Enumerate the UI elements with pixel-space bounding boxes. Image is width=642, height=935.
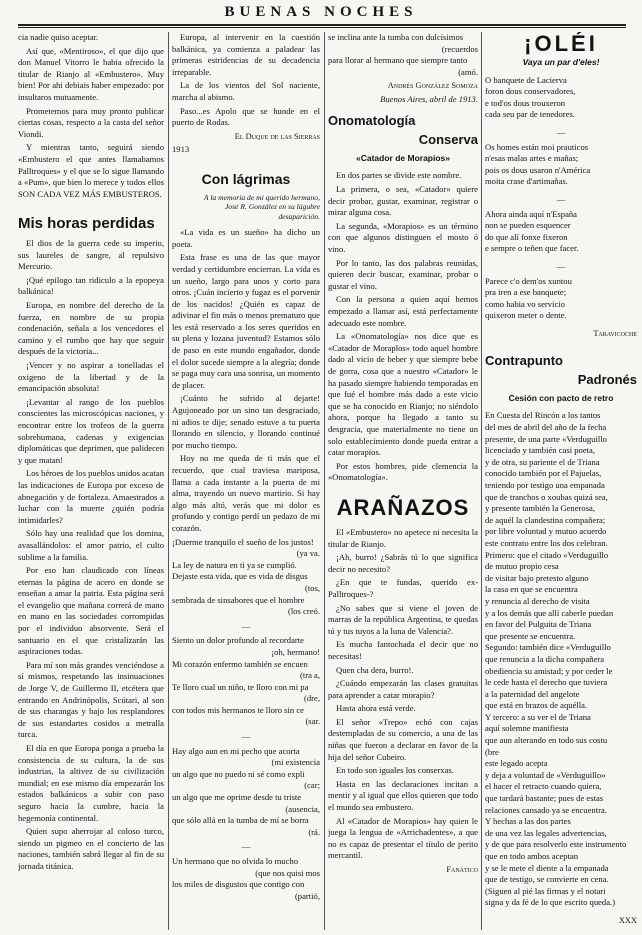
verse-line: Y tercero: a su ver el de Triana xyxy=(485,711,591,722)
verse-line: Ahora ainda aquí n'España xyxy=(485,208,577,219)
verse-line: este contrato entre los dos celebran. xyxy=(485,537,608,548)
article-title-mis-horas: Mis horas perdidas xyxy=(18,215,155,233)
year: 1913 xyxy=(172,144,190,155)
verse-line: obediencia su amistad; y por ceder le xyxy=(485,665,613,676)
verse-line-continuation: (partió, xyxy=(294,890,320,901)
verse-line: y de que para resolverlo este instrumento xyxy=(485,839,627,850)
verse-line-continuation: (ausencia, xyxy=(285,803,320,814)
signature-xxx: XXX xyxy=(618,915,637,925)
paragraph: Y mientras tanto, seguirá siendo «Embustero el que antes llamabamos Palltroques» y el que se lo sigue llamando a «Pum», que bien lo merece y todos ellos SON CADA VEZ MÁS EMBUSTEROS. xyxy=(18,142,164,199)
verse-line: que tardará bastante; pues de estas xyxy=(485,793,604,804)
verse-line: se inclina ante la tumba con dulcísimos xyxy=(328,32,464,42)
verse-line: del mes de abril del año de la fecha xyxy=(485,422,607,433)
paragraph: Hoy no me queda de ti más que el recuerdo, que cual traviesa mariposa, llama a cada instante a la puerta de mi alma, trayendo un nuevo martirio. Si hay algo más altó, verás que mi dolor es profundo y contigo perdí un pedazo de mi corazón. xyxy=(172,453,320,533)
paragraph: ¿En que te fundas, querido ex-Palltroques-? xyxy=(328,577,478,599)
verse-line: Os homes están moi prauticos xyxy=(485,141,589,152)
verse-line: la casa en que se encuentra xyxy=(485,584,578,595)
paragraph: Sólo hay una realidad que los domina, avasallándolos: el amor patrio, el culto sublime a la familia. xyxy=(18,528,164,562)
verse-line: Siento un dolor profundo al recordarte xyxy=(172,635,304,646)
column-divider xyxy=(324,32,325,930)
verse-line-continuation: (mi existencia xyxy=(271,757,320,768)
paragraph: Quien supo aherrojar al coloso turco, siendo un pigmeo en el concierto de las naciones, también sabrá llegar al fin de su jornada titánica. xyxy=(18,826,164,871)
column-divider xyxy=(481,32,482,930)
paragraph: Prometemos para muy pronto publicar ciertas cosas, respecto a la casta del señor Viondi. xyxy=(18,105,164,139)
paragraph: Paso...es Apolo que se hunde en el puerto de Rodas. xyxy=(172,105,320,128)
verse-line-continuation: (sar. xyxy=(305,716,320,727)
verse-line: los miles de disgustos que contigo con xyxy=(172,879,305,890)
verse-line: y presente también la Generosa, xyxy=(485,503,596,514)
verse-line-continuation: ¡oh, hermano! xyxy=(271,646,320,657)
paragraph: ¿No sabes que si viene el joven de marras de la república Argentina, te quedas tú y tus tuyos a la luna de Valencia?. xyxy=(328,602,478,636)
paragraph: Con la persona a quien aquí hemos empezado a llamar así, está perfectamente adecuado este nombre. xyxy=(328,294,478,328)
paragraph: Hasta ahora está verde. xyxy=(336,703,416,714)
paragraph: Para mí son más grandes venciéndose a sí mismos, respetando las insinuaciones de Jorge V, de Guillermo II, etcétera que entrando en Andrinópolis, Scútari, al son de sus charangas y bajo los resplandores de sus estandartes cosidos a metralla turca. xyxy=(18,659,164,740)
verse-line: Y hechas a las dos partes xyxy=(485,816,571,827)
verse-line: que renuncia a la dicha compañera xyxy=(485,653,605,664)
signature-fanatico: Fanático xyxy=(446,865,478,874)
verse-line-continuation: (car; xyxy=(304,780,320,791)
paragraph: La primera, o sea, «Catador» quiere decir probar, gustar, examinar, registrar o mirar alguna cosa. xyxy=(328,184,478,218)
verse-line: Dejaste esta vida, que es vida de disgus xyxy=(172,571,308,582)
paragraph: Hasta en las declaraciones incitan a mentir y al igual que ellos quieren que todo el mundo sea embustero. xyxy=(328,778,478,813)
verse-line: que aun alterando en todo sus costu xyxy=(485,735,608,746)
verse-line: pois os dous usaron n'América xyxy=(485,164,591,175)
paragraph: «La vida es un sueño» ha dicho un poeta. xyxy=(172,227,320,249)
column-2 xyxy=(172,32,320,930)
verse-line: ¡Duerme tranquilo el sueño de los justos! xyxy=(172,536,314,547)
poem-contrapunto xyxy=(485,410,637,909)
paragraph: ¡Ah, burro! ¿Sabrás tú lo que significa decir no necesito? xyxy=(328,552,478,574)
verse-line: que de testigo, se convierte en cena. xyxy=(485,874,609,885)
article-body-con-lagrimas xyxy=(172,227,320,534)
verse-line: O banquete de Lacierva xyxy=(485,74,567,85)
place-date: Buenos Aires, abril de 1913. xyxy=(380,93,478,104)
verse-line: de mutuo propio cesa xyxy=(485,561,559,572)
paragraph: Por eso han claudicado con líneas eternas la página de acero en donde se enseñan a amar la patria. Esta página será el evangelio que mañana correrá de mano en mano en las sociedades corrompidas por el individuo absorvente. Será el santuario en el que cristalizarán las aspiraciones todas. xyxy=(18,565,164,657)
verse-line: conocido también por el Pajuelas, xyxy=(485,468,602,479)
verse-line: relaciones cansado ya se encuentra. xyxy=(485,804,607,815)
article-subtitle-cesion: Cesión con pacto de retro xyxy=(508,392,614,403)
article-body-aranazos xyxy=(328,527,478,862)
verse-line: e tod'os dous trouxeron xyxy=(485,97,566,108)
stanza-separator: — xyxy=(556,194,566,205)
verse-line: y renuncia al derecho de visita xyxy=(485,595,590,606)
verse-line: En Cuesta del Rincón a los tantos xyxy=(485,410,601,421)
verse-line: por libre voluntad y mutuo acuerdo xyxy=(485,526,607,537)
stanza-separator: — xyxy=(556,127,566,138)
verse-line: aquí solemne manifiesta xyxy=(485,723,569,734)
paragraph: El «Embustero» no apetece ni necesita la titular de Rianjo. xyxy=(328,526,478,549)
verse-line: n'esas malas artes e mañas; xyxy=(485,153,579,164)
paragraph: La de los vientos del Sol naciente, marcha al abismo. xyxy=(172,80,320,102)
verse-line: que presente se encuentra. xyxy=(485,630,576,641)
verse-line: de una vez las legales advertencias, xyxy=(485,827,607,838)
signature-gonzalez: Andrés González Somoza xyxy=(387,81,478,91)
paragraph: En dos partes se divide este nombre. xyxy=(336,170,462,181)
paragraph: ¡Vencer y no aspirar a tonelladas el oxigeno de la libertad y de la emancipación absoluta! xyxy=(18,360,164,394)
paragraph: Por lo tanto, las dos palabras reunidas, quieren decir buscar, examinar, probar o gustar el vino. xyxy=(328,257,478,291)
article-body-onomatologia xyxy=(328,170,478,483)
verse-line: non se pueden esquencer xyxy=(485,220,571,231)
verse-line: moita crase d'artimañas. xyxy=(485,176,568,187)
article-title-contrapunto: Contrapunto xyxy=(485,352,563,368)
verse-line: el hacer el retracto cuando quiera, xyxy=(485,781,602,792)
verse-line: con todos mis hermanos te lloro sin ce xyxy=(172,704,304,715)
paragraph: Por estos hombres, pide clemencia la «Onomatología». xyxy=(328,460,478,483)
poem-stanza xyxy=(485,276,637,322)
verse-line: como habia vo servicio xyxy=(485,298,565,309)
signature-taravicoche: Taravicoche xyxy=(593,328,637,338)
verse-line: y a los demás que allí caberle puedan xyxy=(485,607,614,618)
poem-stanza xyxy=(485,75,637,121)
article-subtitle-ole: Vaya un par d'eles! xyxy=(522,57,600,68)
verse-line: Hay algo aun en mi pecho que acorta xyxy=(172,745,300,756)
article-continuation xyxy=(172,32,320,129)
intro-block xyxy=(18,32,164,200)
paragraph: En todo son iguales los conserxas. xyxy=(336,765,454,776)
article-title-aranazos: ARAÑAZOS xyxy=(336,494,470,520)
poem-stanza xyxy=(485,142,637,188)
verse-line: Primero: que el citado «Verduguillo xyxy=(485,549,609,560)
verse-line: que sólo allá en la tumba de mí se borra xyxy=(172,815,309,826)
verse-line: de visitar bajo pretesto alguno xyxy=(485,572,589,583)
verse-line: e sempre o teñen que facer. xyxy=(485,243,579,254)
poem-verses-end xyxy=(328,32,478,78)
paragraph: La «Onomatología» nos dice que es «Catador de Moraplos» todo aquel hombre dado al vicio de beber y que siempre bebe de gorra, cosa que a nuestro «Catador» le ha pasado siempre habiendo temporadas en que fué el hombre más dado a este vicio que se ha conocido en Rianjo; no siéndolo ahora, porque ha llegado a tanto su desgracia, que materialmente no tiene un solo establecimiento donde pueda entrar a catar morapios. xyxy=(328,331,478,458)
article-subtitle-catador: «Catador de Morapios» xyxy=(356,152,450,163)
verse-line: un algo que me oprime desde tu triste xyxy=(172,792,302,803)
paragraph: Europa, en nombre del derecho de la fuerza, en nombre de su propia condenación, señala a los vencedores el camino y el rumbo que hay que seguir después de la victoria... xyxy=(18,300,164,357)
paragraph: ¡Qué epilogo tan ridiculo a la epopeya balkánica! xyxy=(18,274,164,297)
dedication: A la memoria de mi querido hermano, José R. González en su lúgubre desaparición. xyxy=(203,192,320,221)
verse-line: Te lloro cual un niño, te lloro con mi pa xyxy=(172,681,309,692)
paragraph: Es mucha fantochada el decir que no necesitas! xyxy=(328,639,478,661)
verse-line: que está en brazos de aquélla. xyxy=(485,700,588,711)
poem-stanza xyxy=(485,209,637,255)
paragraph: ¡Levantar al rango de los pueblos conscientes las microscópicas naciones, y encontrar entre los trofeos de la guerra sobrehumana, cadenas y exigencias diplomáticas que deprimen, que palidecen y que matan! xyxy=(18,396,164,465)
verse-line: un algo que no puedo ni sé como expli xyxy=(172,768,305,779)
verse-line: de aquél la clandestina compañera; xyxy=(485,514,606,525)
verse-line: que en todo ambos aceptan xyxy=(485,851,579,861)
column-3 xyxy=(328,32,478,930)
verse-line: Parece c'o dem'os xuntou xyxy=(485,275,572,286)
verse-line: signa y da fé de lo que escrito queda.) xyxy=(485,897,616,908)
article-title-onomatologia: Onomatología xyxy=(328,112,416,128)
article-title-con-lagrimas: Con lágrimas xyxy=(201,170,291,187)
paragraph: Los héroes de los pueblos unidos acatan las indicaciones de Europa por exceso de abnegación y de fortaleza. Amaestrados a luchar con la muerte ¿quién podría intimidarles? xyxy=(18,468,164,525)
paragraph: ¿Cuándo empezarán las clases gratuitas para aprender a catar morapio? xyxy=(328,678,478,700)
paragraph: El día en que Europa ponga a prueba la consistencia de su cultura, la de sus industrias, la altivez de su civilización mundial; en ese mismo día empezarán los estados balkánicos a subir con paso seguro hacia la cumbre, hacia la hegemonía continental. xyxy=(18,743,164,823)
paragraph: El señor «Trepo» echó con cajas destempladas de su comercio, a una de las niñas que fueron a declarar en favor de la hija del señor Cubeiro. xyxy=(328,716,478,762)
verse-line: le cede hasta el derecho que tuviera xyxy=(485,677,608,688)
stanza-separator: — xyxy=(241,731,251,742)
verse-line: do que alí fonxe fixeron xyxy=(485,231,568,242)
paragraph: cia nadie quiso aceptar. xyxy=(18,32,99,42)
verse-line: quixeron meter o dente. xyxy=(485,310,567,321)
column-1 xyxy=(18,32,164,930)
verse-line: este legado acepta xyxy=(485,758,548,769)
paragraph: El dios de la guerra cede su imperio, sus laureles de sangre, al repulsivo Mercurio. xyxy=(18,238,164,272)
article-body-mis-horas xyxy=(18,238,164,872)
paragraph: Al «Catador de Morapios» hay quien le juega la lengua de «Arrichadentes», a que no es capaz de presentar el título de perito mercantil. xyxy=(328,815,478,861)
verse-line: en favor del Pulguita de Triana xyxy=(485,619,592,630)
verse-line: pra iren a ese banquete; xyxy=(485,287,567,298)
verse-line: Segundo: también dice «Verduguillo xyxy=(485,642,611,653)
column-4 xyxy=(485,32,637,930)
verse-line: cada seu par de tenedores. xyxy=(485,109,575,120)
verse-line: Mi corazón enfermo también se encuen xyxy=(172,658,308,669)
article-title-padrones: Padronés xyxy=(577,372,637,388)
verse-line: a la paternidad del angelote xyxy=(485,688,580,699)
verse-line: sembrada de sinsabores que el hombre xyxy=(172,594,305,605)
verse-line-continuation: (los creó. xyxy=(288,606,320,617)
signature-duque: El Duque de las Sierras xyxy=(234,131,320,141)
verse-line: foron dous conservadores, xyxy=(485,86,576,97)
verse-line-continuation: (ya va. xyxy=(296,548,320,559)
verse-line: La ley de natura en ti ya se cumplió. xyxy=(172,559,297,570)
stanza-separator: — xyxy=(241,841,251,852)
paragraph: Quen cha dera, burro!. xyxy=(336,664,414,675)
verse-line: licenciado y también casi poeta, xyxy=(485,445,596,456)
article-title-ole: ¡OLÉI xyxy=(524,32,598,56)
verse-line-continuation: (que nos quisi mos xyxy=(255,867,320,878)
verse-line: y se le mete el diente a la empanada xyxy=(485,862,609,873)
column-divider xyxy=(168,32,169,930)
verse-line-continuation: (rá. xyxy=(308,826,320,837)
paragraph: La segunda, «Morapios» es un término con que algunos distinguen el mosto ó vino. xyxy=(328,220,478,254)
verse-line: (Siguen al pié las firmas y el notari xyxy=(485,885,606,896)
verse-line-continuation: (dre, xyxy=(304,693,320,704)
masthead-rule xyxy=(18,24,626,28)
paragraph: Esta frase es una de las que mayor verdad y certidumbre encierran. La vida es un sueño, largo para unos y corto para otros. ¡Cuán incierto y fugaz es el porvenir de los nacidos! ¿Quién es capaz de adivinar el fin más o menos prematuro que les está reservado a los seres queridos en su plena y lozana juventud? Estamos sólo de paso en este mundo engañador, donde el dolor sucede siempre a la alegría; donde se paga muy cara una sonrisa, un momento de placer. xyxy=(172,252,320,390)
poem-verses xyxy=(172,537,320,903)
verse-line: Un hermano que no olvida lo mucho xyxy=(172,856,299,866)
paragraph: ¡Cuánto he sufrido al dejarte! Agujoneado por un sino tan desgraciado, ni adios te dije; senado estuve a tu puerta llorando en silencio, y llorando continué por mucho tiempo. xyxy=(172,393,320,450)
verse-line: (bre xyxy=(485,746,499,757)
verse-line: para llorar al hermano que siempre tanto xyxy=(328,55,468,66)
verse-line-continuation: (tra a, xyxy=(299,670,320,681)
verse-line: y de otra, su pariente el de Triana xyxy=(485,456,600,467)
article-title-conserva: Conserva xyxy=(418,132,478,148)
stanza-separator: — xyxy=(241,620,251,631)
stanza-separator: — xyxy=(556,261,566,271)
verse-line: que de tranchos o xoubas quizá sea, xyxy=(485,491,608,502)
verse-line: teniendo por testigo una empanada xyxy=(485,480,605,490)
masthead: BUENAS NOCHES xyxy=(224,4,418,20)
verse-line: presente, de una parte «Verduguillo xyxy=(485,433,607,444)
paragraph: Europa, al intervenir en la cuestión balkánica, ya comienza a paladear las primeras estridencias de su decadencia irreparable. xyxy=(172,32,320,77)
verse-line-continuation: (tos, xyxy=(304,582,320,593)
paragraph: Así que, «Mentiroso», el que dijo que don Manuel Vitorro le habia ofrecido la titular de Rianjo al «Embustero». Muy bien! Por ahi debiais haber empezado: por insultaros mutuamente. xyxy=(18,45,164,102)
verse-line-continuation: (recuerdos xyxy=(441,43,478,54)
verse-line-continuation: (amó. xyxy=(458,66,478,77)
verse-line: y deja a voluntad de «Verduguillo» xyxy=(485,769,606,780)
